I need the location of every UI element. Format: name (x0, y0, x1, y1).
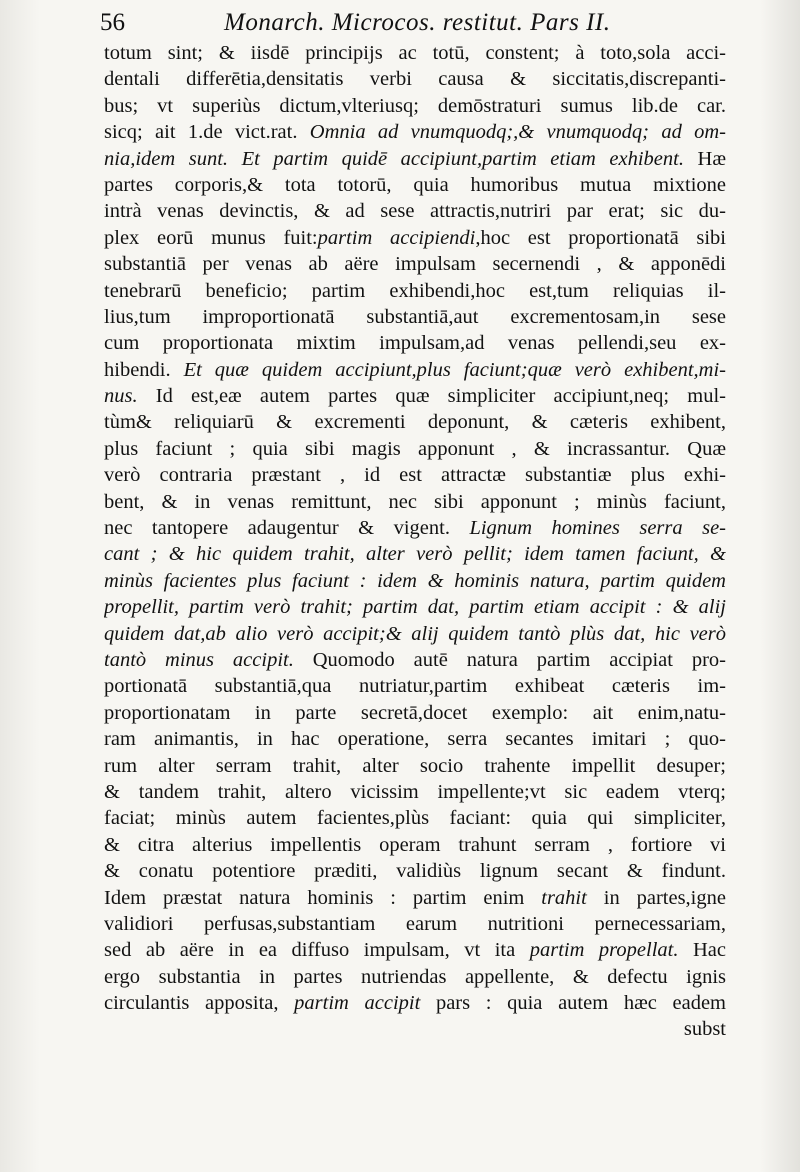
text-run: Hæ (683, 147, 726, 170)
italic-text-run: minùs facientes plus faciunt : idem & hominis natura, partim quidem (104, 569, 726, 592)
text-line (104, 726, 726, 752)
text-line (104, 330, 726, 356)
text-run: cum proportionata mixtim impulsam,ad venas pellendi,seu ex- (104, 332, 726, 355)
text-line (104, 937, 726, 963)
text-line (104, 621, 726, 647)
text-line (104, 40, 726, 66)
text-run: hibendi. (104, 358, 184, 381)
text-run: plex eorū munus fuit: (104, 226, 318, 249)
text-run: Hac (678, 939, 726, 962)
text-run: ergo substantia in partes nutriendas appellente, & defectu ignis (104, 965, 726, 988)
italic-text-run: partim accipiendi (317, 226, 476, 249)
italic-text-run: quidem dat,ab alio verò accipit;& alij quidem tantò plùs dat, hic verò (104, 622, 726, 645)
text-line (104, 383, 726, 409)
italic-text-run: partim accipit (294, 992, 421, 1015)
italic-text-run: propellit, partim verò trahit; partim dat, partim etiam accipit : & alij (104, 596, 726, 619)
text-line (104, 409, 726, 435)
italic-text-run: Omnia ad vnumquodq;,& vnumquodq; ad om- (309, 121, 726, 144)
text-line (104, 964, 726, 990)
text-line (104, 779, 726, 805)
text-run: lius,tum improportionatā substantiā,aut excrementosam,in sese (104, 305, 726, 328)
text-run: tùm& reliquiarū & excrementi deponunt, & cæteris exhibent, (104, 411, 726, 434)
text-run: rum alter serram trahit, alter socio trahente impellit desuper; (104, 754, 726, 777)
text-line (104, 594, 726, 620)
text-line (104, 225, 726, 251)
text-run: ram animantis, in hac operatione, serra secantes imitari ; quo- (104, 728, 726, 751)
italic-text-run: trahit (541, 886, 587, 909)
text-run: totum sint; & iisdē principijs ac totū, constent; à toto,sola acci- (104, 42, 726, 64)
text-line (104, 647, 726, 673)
text-run: ,hoc est proportionatā sibi (475, 226, 726, 249)
text-run: partes corporis,& tota totorū, quia humoribus mutua mixtione (104, 173, 726, 196)
italic-text-run: nus. (104, 385, 138, 408)
text-line (104, 832, 726, 858)
text-line (104, 990, 726, 1016)
text-line (104, 172, 726, 198)
text-run: dentali differētia,densitatis verbi causa & siccitatis,discrepanti- (104, 68, 726, 91)
text-run: sicq; ait 1.de vict.rat. (104, 121, 310, 144)
italic-text-run: Lignum homines serra se- (469, 517, 726, 540)
italic-text-run: Et quæ quidem accipiunt,plus faciunt;quæ verò exhibent,mi- (183, 358, 726, 381)
text-line (104, 515, 726, 541)
text-run: & citra alterius impellentis operam trahunt serram , fortiore vi (104, 833, 726, 856)
text-run: circulantis apposita, (104, 992, 295, 1015)
text-body (104, 40, 726, 1043)
text-run: & conatu potentiore præditi, validiùs lignum secant & findunt. (104, 860, 726, 883)
text-line (104, 885, 726, 911)
italic-text-run: nia,idem sunt. Et partim quidē accipiunt,partim etiam exhibent. (104, 147, 684, 170)
text-line (104, 858, 726, 884)
text-line (104, 753, 726, 779)
text-line (104, 673, 726, 699)
text-line (104, 93, 726, 119)
text-line (104, 436, 726, 462)
text-line (104, 700, 726, 726)
text-line (104, 568, 726, 594)
text-run: & tandem trahit, altero vicissim impellente;vt sic eadem vterq; (104, 780, 726, 803)
text-run: bent, & in venas remittunt, nec sibi apponunt ; minùs faciunt, (104, 490, 726, 513)
text-run: pars : quia autem hæc eadem (420, 992, 726, 1015)
text-line (104, 541, 726, 567)
text-line (104, 146, 726, 172)
text-run: Idem præstat natura hominis : partim enim (104, 886, 542, 909)
text-run: verò contraria præstant , id est attractæ substantiæ plus exhi- (104, 464, 726, 487)
text-run: Id est,eæ autem partes quæ simpliciter accipiunt,neq; mul- (137, 385, 726, 408)
running-title: Monarch. Microcos. restitut. Pars II. (224, 9, 611, 36)
text-run: intrà venas devinctis, & ad sese attractis,nutriri par erat; sic du- (104, 200, 726, 223)
text-line (104, 1016, 726, 1042)
text-line (104, 278, 726, 304)
text-line (104, 304, 726, 330)
text-run: sed ab aëre in ea diffuso impulsam, vt ita (104, 939, 530, 962)
text-run: faciat; minùs autem facientes,plùs faciant: quia qui simpliciter, (104, 807, 726, 830)
text-run: validiori perfusas,substantiam earum nutritioni pernecessariam, (104, 912, 726, 935)
text-line (104, 911, 726, 937)
page-header (100, 6, 720, 40)
text-run: plus faciunt ; quia sibi magis apponunt , & incrassantur. Quæ (104, 437, 726, 460)
text-run: nec tantopere adaugentur & vigent. (104, 517, 470, 540)
text-run: substantiā per venas ab aëre impulsam secernendi , & apponēdi (104, 253, 726, 276)
text-line (104, 462, 726, 488)
text-line (104, 66, 726, 92)
text-run: proportionatam in parte secretā,docet exemplo: ait enim,natu- (104, 701, 726, 724)
page-number: 56 (100, 9, 125, 36)
text-run: tenebrarū beneficio; partim exhibendi,hoc est,tum reliquias il- (104, 279, 726, 302)
text-line (104, 251, 726, 277)
text-run: subst (683, 1018, 726, 1041)
text-line (104, 805, 726, 831)
text-run: Quomodo autē natura partim accipiat pro- (293, 648, 726, 671)
text-line (104, 357, 726, 383)
italic-text-run: tantò minus accipit. (104, 648, 294, 671)
text-run: in partes,igne (586, 886, 726, 909)
text-line (104, 119, 726, 145)
italic-text-run: partim propellat. (529, 939, 679, 962)
text-line (104, 198, 726, 224)
text-run: portionatā substantiā,qua nutriatur,partim exhibeat cæteris im- (104, 675, 726, 698)
text-line (104, 489, 726, 515)
italic-text-run: cant ; & hic quidem trahit, alter verò pellit; idem tamen faciunt, & (104, 543, 726, 566)
text-run: bus; vt superiùs dictum,vlteriusq; demōstraturi sumus lib.de car. (104, 94, 726, 117)
